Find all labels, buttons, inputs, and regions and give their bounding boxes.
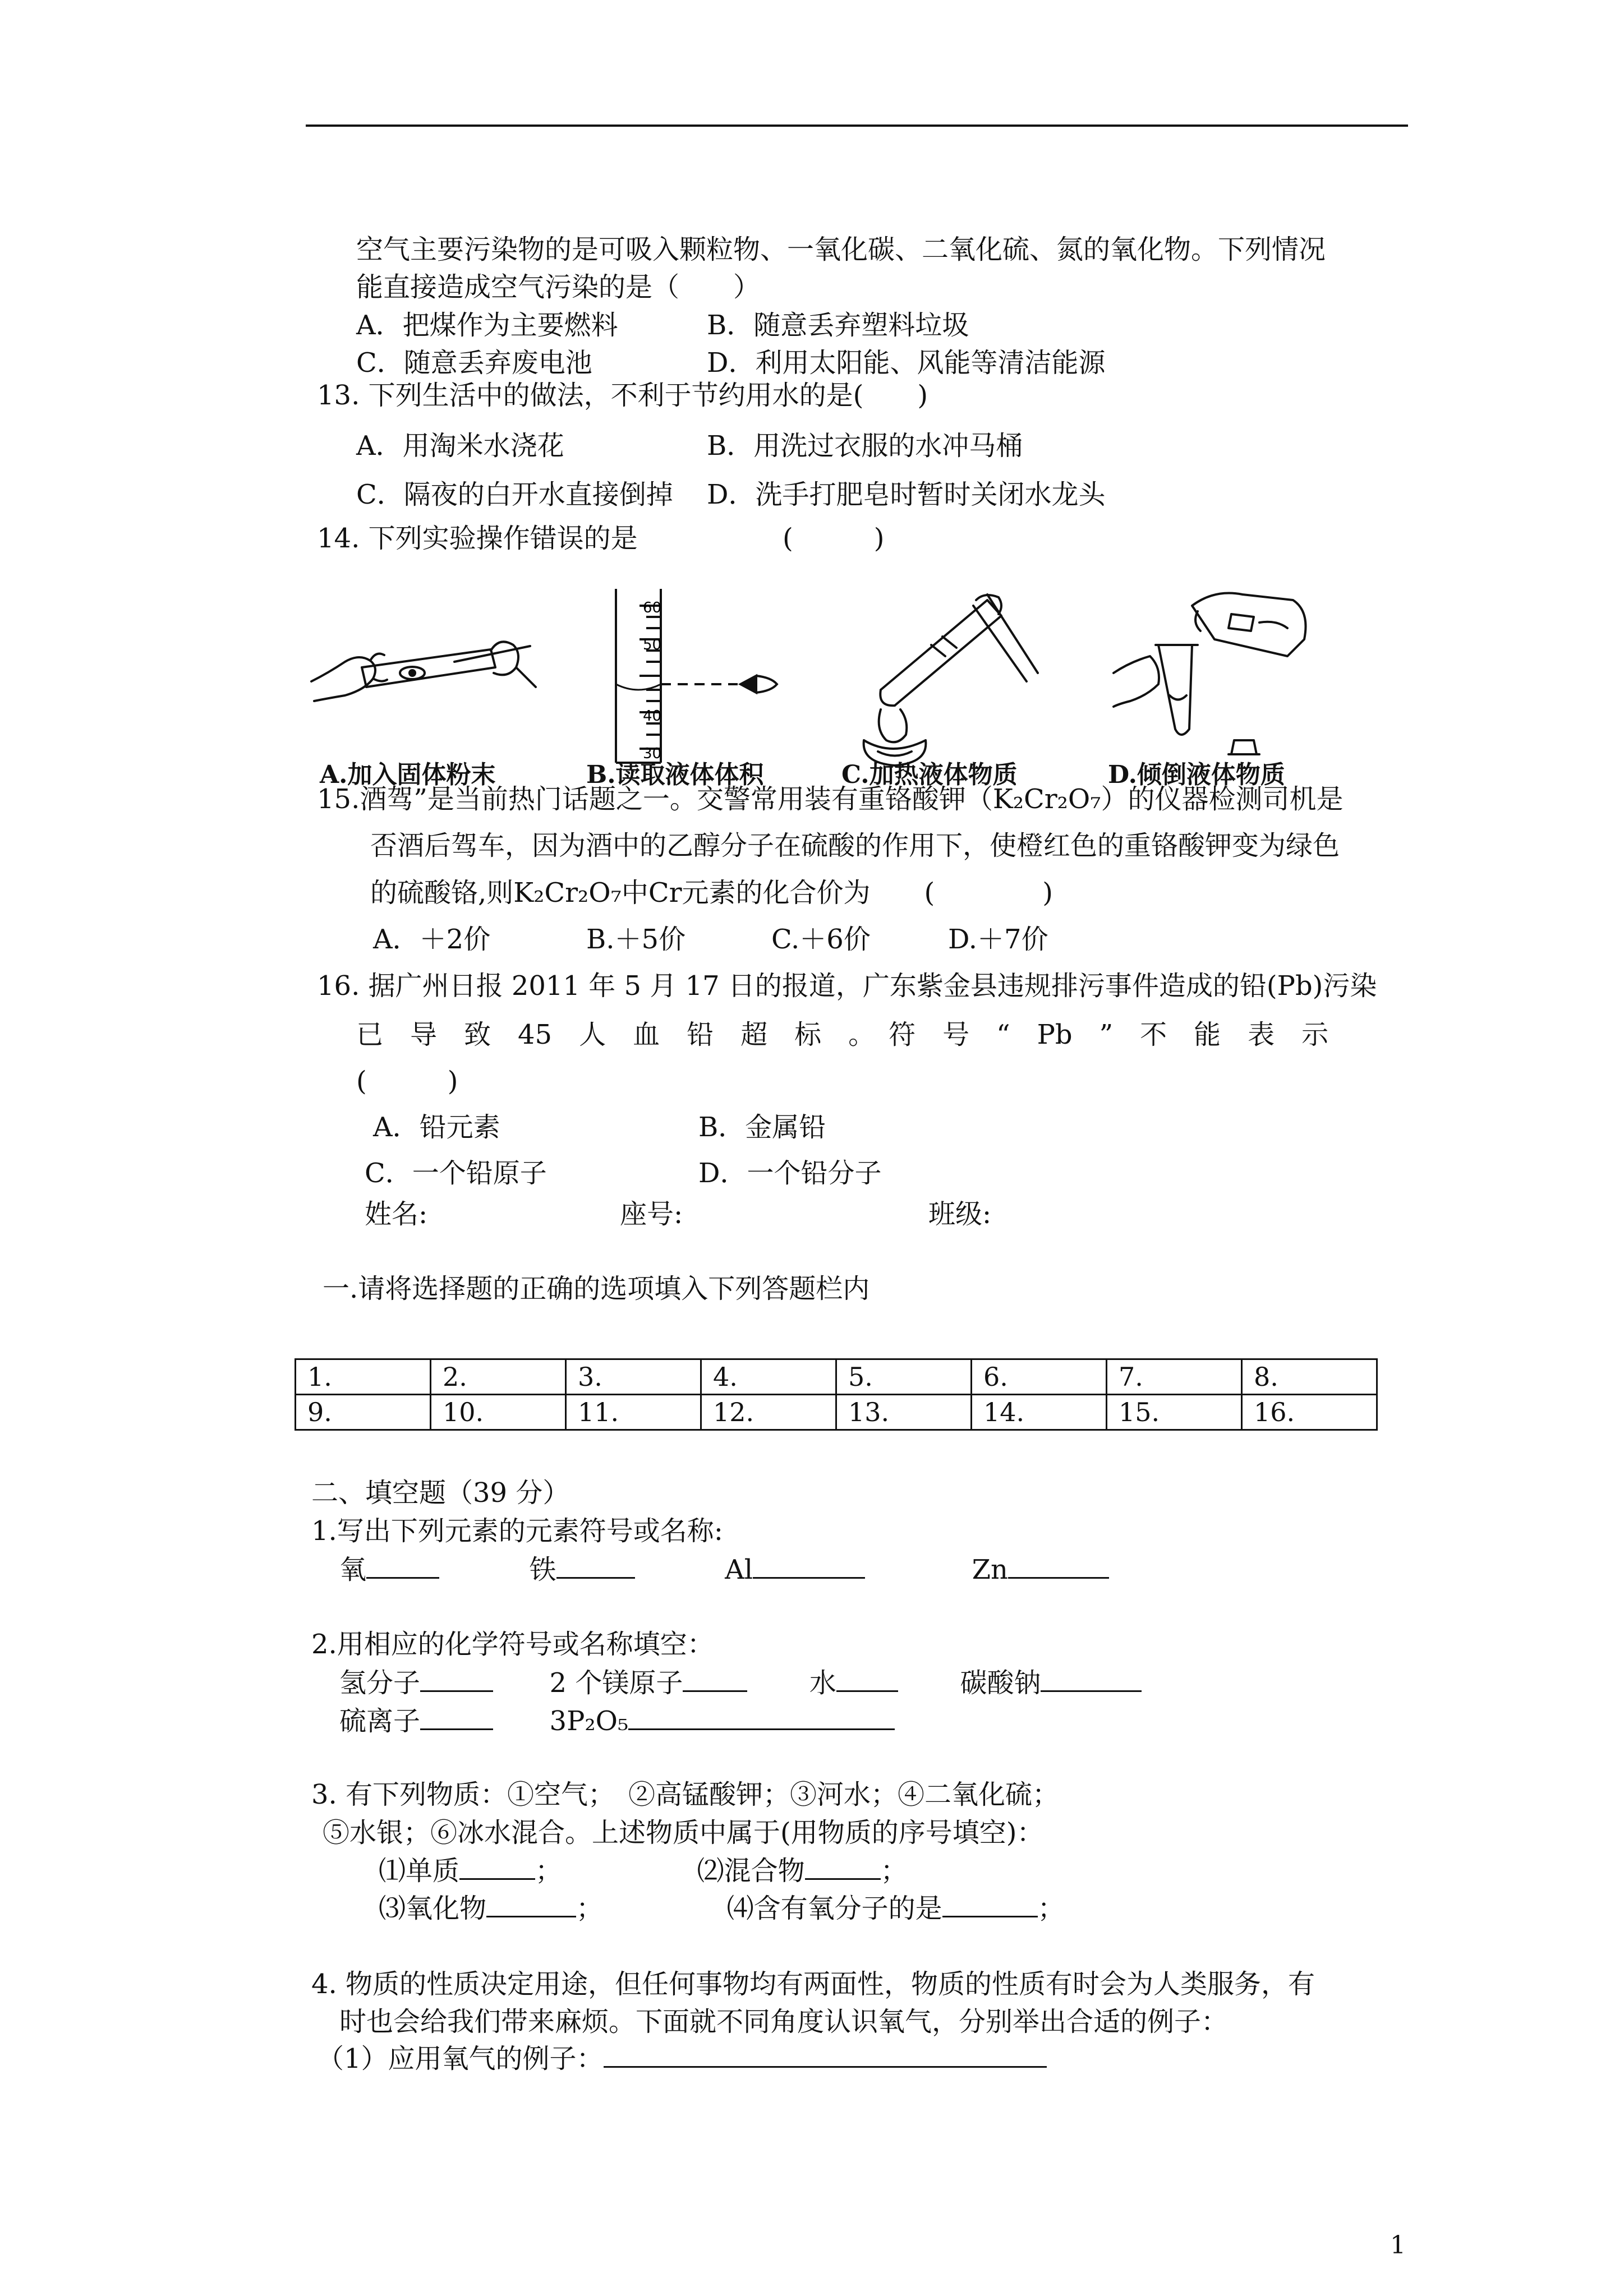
- answer-cell[interactable]: 9.: [296, 1395, 431, 1430]
- answer-cell[interactable]: 4.: [701, 1359, 836, 1395]
- s2-q4-line2: 时也会给我们带来麻烦。下面就不同角度认识氧气，分别举出合适的例子：: [339, 2006, 1229, 2037]
- answer-cell[interactable]: 13.: [836, 1395, 972, 1430]
- blank-o2-molecules[interactable]: [942, 1891, 1038, 1917]
- header-rule: [306, 125, 1408, 127]
- q12-option-b: B．随意丢弃塑料垃圾: [707, 310, 969, 341]
- section2-title: 二、填空题（39 分）: [311, 1477, 570, 1509]
- q15-stem-line1: 15.酒驾”是当前热门话题之一。交警常用装有重铬酸钾（K₂Cr₂O₇）的仪器检测司机是: [317, 783, 1344, 815]
- s2-q2-item-mg: 2 个镁原子: [549, 1667, 683, 1699]
- figure-a-powder: [306, 583, 541, 768]
- figure-c-heating: [847, 583, 1083, 768]
- s2-q3-p1: ⑴单质: [379, 1855, 460, 1887]
- q13-stem: 13. 下列生活中的做法，不利于节约用水的是( ): [317, 380, 928, 411]
- q16-stem-line3: ( ): [356, 1066, 458, 1097]
- cylinder-tick-60: 60: [643, 600, 662, 616]
- q16-option-b: B．金属铅: [698, 1112, 826, 1143]
- blank-mg[interactable]: [683, 1666, 747, 1692]
- blank-na2co3[interactable]: [1041, 1666, 1142, 1692]
- answer-cell[interactable]: 2.: [431, 1359, 566, 1395]
- answer-table: [295, 1358, 1378, 1431]
- q15-option-c: C.＋6价: [771, 924, 871, 955]
- s2-q3-row2: [379, 1891, 1065, 1925]
- class-label: 班级:: [928, 1198, 992, 1230]
- q13-option-b: B．用洗过衣服的水冲马桶: [707, 430, 1023, 462]
- q16-option-d: D．一个铅分子: [698, 1158, 882, 1189]
- s2-q2-item-p2o5: 3P₂O₅: [549, 1705, 629, 1737]
- q14-answer-paren: ( ): [783, 523, 885, 554]
- cylinder-tick-30: 30: [643, 745, 662, 762]
- blank-water[interactable]: [836, 1666, 898, 1692]
- caption-c: C.加热液体物质: [841, 760, 1018, 789]
- s2-q2-item-water: 水: [809, 1667, 836, 1699]
- semicolon: ；: [880, 1855, 908, 1887]
- s2-q4-line1: 4. 物质的性质决定用途，但任何事物均有两面性，物质的性质有时会为人类服务，有: [311, 1968, 1315, 2000]
- answer-cell[interactable]: 1.: [296, 1359, 431, 1395]
- s2-q2-row1: [339, 1666, 1142, 1700]
- blank-sulfide[interactable]: [420, 1704, 493, 1730]
- s2-q2-item-h2: 氢分子: [339, 1667, 421, 1699]
- blank-elements[interactable]: [459, 1854, 535, 1880]
- blank-h2[interactable]: [420, 1666, 493, 1692]
- blank-oxides[interactable]: [486, 1891, 576, 1917]
- name-label: 姓名:: [365, 1198, 428, 1230]
- answer-cell[interactable]: 11.: [566, 1395, 701, 1430]
- s2-q4-sub1: [317, 2041, 1047, 2076]
- blank-iron[interactable]: [556, 1552, 635, 1579]
- blank-p2o5[interactable]: [628, 1704, 895, 1730]
- cylinder-tick-50: 50: [643, 637, 662, 653]
- q12-stem-line2: 能直接造成空气污染的是（ ）: [356, 271, 761, 303]
- semicolon: ；: [535, 1855, 563, 1887]
- answer-cell[interactable]: 15.: [1107, 1395, 1242, 1430]
- semicolon: ；: [576, 1893, 604, 1924]
- s2-q2-row2: [339, 1704, 895, 1738]
- blank-oxygen-use[interactable]: [604, 2041, 1047, 2068]
- s2-q1-item-zn: Zn: [972, 1554, 1008, 1585]
- q12-option-a: A．把煤作为主要燃料: [356, 310, 618, 341]
- s2-q3-line1: 3. 有下列物质：①空气； ②高锰酸钾；③河水；④二氧化硫；: [311, 1779, 1060, 1810]
- answer-cell[interactable]: 7.: [1107, 1359, 1242, 1395]
- blank-oxygen[interactable]: [366, 1552, 439, 1579]
- s2-q4-sub1-label: （1）应用氧气的例子：: [317, 2043, 604, 2074]
- answer-cell[interactable]: 8.: [1242, 1359, 1377, 1395]
- q15-stem-line2: 否酒后驾车，因为酒中的乙醇分子在硫酸的作用下，使橙红色的重铬酸钾变为绿色: [370, 830, 1340, 861]
- q13-option-c: C．隔夜的白开水直接倒掉: [356, 479, 673, 510]
- answer-cell[interactable]: 6.: [972, 1359, 1107, 1395]
- caption-d: D.倾倒液体物质: [1108, 760, 1285, 789]
- s2-q1-row: [339, 1552, 1109, 1587]
- section1-title: 一.请将选择题的正确的选项填入下列答题栏内: [323, 1273, 870, 1304]
- s2-q3-p3: ⑶氧化物: [379, 1893, 487, 1924]
- figure-b-cylinder: [606, 583, 791, 768]
- q16-option-a: A．铅元素: [373, 1112, 500, 1143]
- answer-cell[interactable]: 12.: [701, 1395, 836, 1430]
- answer-cell[interactable]: 14.: [972, 1395, 1107, 1430]
- answer-row: [296, 1359, 1377, 1395]
- s2-q1-item-al: Al: [725, 1554, 753, 1585]
- cylinder-tick-40: 40: [643, 708, 662, 725]
- q16-stem-line2: 已 导 致 45 人 血 铅 超 标 。 符 号 “ Pb ” 不 能 表 示: [356, 1019, 1329, 1050]
- semicolon: ；: [1037, 1893, 1065, 1924]
- s2-q2-item-na2co3: 碳酸钠: [960, 1667, 1041, 1699]
- answer-cell[interactable]: 10.: [431, 1395, 566, 1430]
- page-number: 1: [1390, 2231, 1406, 2260]
- q12-stem-line1: 空气主要污染物的是可吸入颗粒物、一氧化碳、二氧化硫、氮的氧化物。下列情况: [356, 234, 1326, 265]
- figure-d-pouring: [1108, 583, 1321, 768]
- q13-option-a: A．用淘米水浇花: [356, 430, 564, 462]
- s2-q1-stem: 1.写出下列元素的元素符号或名称:: [311, 1515, 723, 1547]
- q15-option-b: B.＋5价: [586, 924, 686, 955]
- q14-stem: 14. 下列实验操作错误的是: [317, 523, 638, 554]
- q16-option-c: C．一个铅原子: [365, 1158, 547, 1189]
- s2-q2-item-sulfide: 硫离子: [339, 1705, 421, 1737]
- answer-row: [296, 1395, 1377, 1430]
- caption-b: B.读取液体体积: [586, 760, 764, 789]
- blank-zn[interactable]: [1008, 1552, 1109, 1579]
- answer-cell[interactable]: 5.: [836, 1359, 972, 1395]
- q15-stem-line3: 的硫酸铬,则K₂Cr₂O₇中Cr元素的化合价为 ( ): [370, 877, 1053, 909]
- s2-q3-line2: ⑤水银；⑥冰水混合。上述物质中属于(用物质的序号填空)：: [323, 1817, 1044, 1848]
- q15-option-d: D.＋7价: [948, 924, 1048, 955]
- blank-al[interactable]: [753, 1552, 865, 1579]
- q12-option-d: D．利用太阳能、风能等清洁能源: [707, 347, 1106, 379]
- s2-q2-stem: 2.用相应的化学符号或名称填空：: [311, 1629, 714, 1660]
- s2-q3-p4: ⑷含有氧分子的是: [726, 1893, 942, 1924]
- answer-cell[interactable]: 3.: [566, 1359, 701, 1395]
- q13-option-d: D．洗手打肥皂时暂时关闭水龙头: [707, 479, 1106, 510]
- caption-a: A.加入固体粉末: [320, 760, 496, 789]
- s2-q1-item-iron: 铁: [529, 1554, 556, 1585]
- q12-option-c: C．随意丢弃废电池: [356, 347, 592, 379]
- answer-cell[interactable]: 16.: [1242, 1395, 1377, 1430]
- blank-mixtures[interactable]: [805, 1854, 881, 1880]
- s2-q3-row1: [379, 1854, 908, 1888]
- s2-q3-p2: ⑵混合物: [697, 1855, 805, 1887]
- q16-stem-line1: 16. 据广州日报 2011 年 5 月 17 日的报道，广东紫金县违规排污事件造成的铅(Pb)污染: [317, 970, 1377, 1002]
- q15-option-a: A．＋2价: [373, 924, 491, 955]
- seat-label: 座号:: [620, 1198, 683, 1230]
- s2-q1-item-oxygen: 氧: [339, 1554, 367, 1585]
